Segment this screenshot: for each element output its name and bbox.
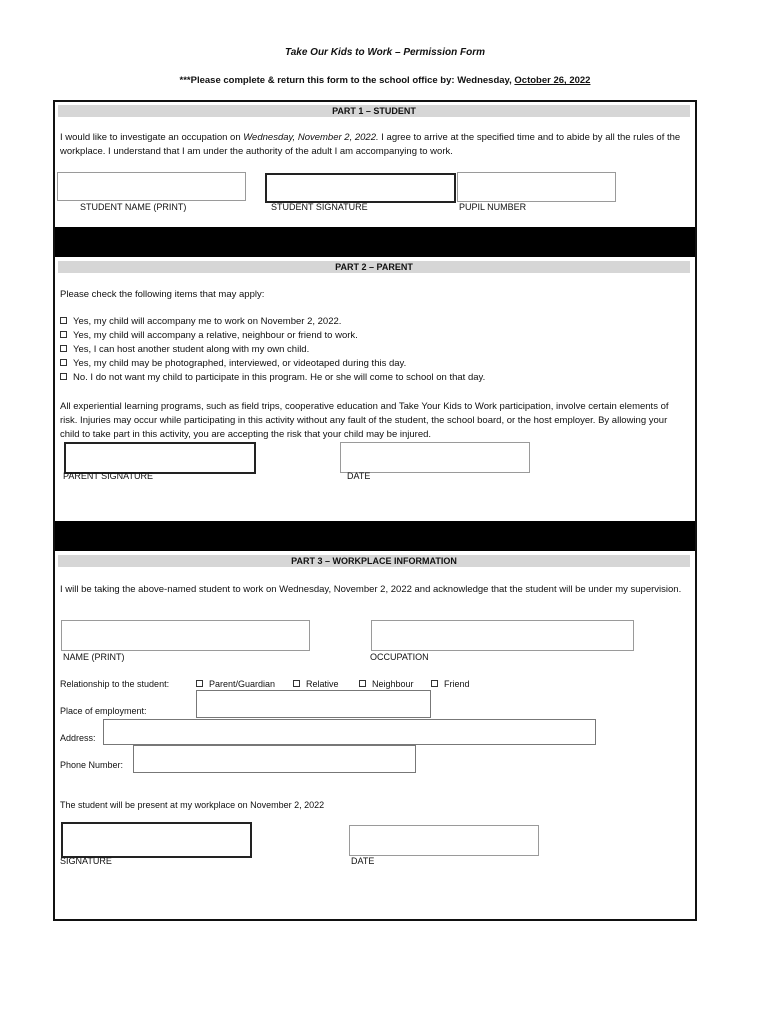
relationship-option[interactable] [359, 679, 414, 689]
part1-statement [60, 131, 690, 159]
checkbox[interactable] [196, 680, 203, 687]
student-signature-field[interactable] [265, 173, 456, 203]
phone-number-label: Phone Number: [60, 760, 124, 770]
option-row[interactable] [60, 343, 309, 357]
checkbox[interactable] [359, 680, 366, 687]
option-row[interactable] [60, 315, 341, 329]
parent-date-field[interactable] [340, 442, 530, 473]
relationship-option-label: Neighbour [372, 679, 414, 689]
option-label: Yes, my child will accompany me to work on November 2, 2022. [73, 316, 342, 327]
workplace-date-field[interactable] [349, 825, 539, 856]
relationship-option[interactable] [293, 679, 339, 689]
address-label: Address: [60, 733, 96, 743]
form-title: Take Our Kids to Work – Permission Form [284, 47, 486, 58]
checkbox[interactable] [60, 317, 67, 324]
part2-instruction: Please check the following items that may apply: [60, 289, 265, 300]
relationship-option[interactable] [431, 679, 470, 689]
part3-intro: I will be taking the above-named student to work on Wednesday, November 2, 2022 and acknowledge that the student will be under my supervision. [60, 584, 682, 595]
part1-heading: PART 1 – STUDENT [58, 105, 690, 117]
workplace-signature-label: SIGNATURE [60, 856, 112, 866]
relationship-label: Relationship to the student: [60, 679, 170, 689]
checkbox[interactable] [60, 345, 67, 352]
workplace-name-field[interactable] [61, 620, 310, 651]
part2-heading: PART 2 – PARENT [58, 261, 690, 273]
option-label: Yes, my child will accompany a relative, neighbour or friend to work. [73, 330, 358, 341]
option-label: Yes, my child may be photographed, interviewed, or videotaped during this day. [73, 358, 407, 369]
checkbox[interactable] [60, 359, 67, 366]
occupation-field[interactable] [371, 620, 634, 651]
deadline-prefix: ***Please complete & return this form to the school office by: Wednesday, [179, 75, 512, 86]
part1-text-date: Wednesday, November 2, 2022. [243, 132, 379, 143]
workplace-signature-field[interactable] [61, 822, 252, 858]
place-of-employment-label: Place of employment: [60, 706, 147, 716]
checkbox[interactable] [60, 373, 67, 380]
checkbox[interactable] [60, 331, 67, 338]
relationship-option-label: Friend [444, 679, 470, 689]
part1-text-b: I agree to arrive at the specified time and to abide by all the rules of the workplace. I understand that I am under the authority of the adult I am accompanying to work. [60, 132, 681, 157]
relationship-option-label: Relative [306, 679, 339, 689]
workplace-date-label: DATE [351, 856, 375, 866]
relationship-option-label: Parent/Guardian [209, 679, 276, 689]
student-name-field[interactable] [57, 172, 246, 201]
option-label: No. I do not want my child to participate in this program. He or she will come to school on that day. [73, 372, 486, 383]
section-divider-2 [55, 521, 695, 551]
option-row[interactable] [60, 371, 485, 385]
place-of-employment-field[interactable] [196, 690, 431, 718]
section-divider-1 [55, 227, 695, 257]
present-statement: The student will be present at my workplace on November 2, 2022 [60, 800, 325, 810]
workplace-name-label: NAME (PRINT) [63, 652, 125, 662]
parent-signature-label: PARENT SIGNATURE [63, 471, 154, 481]
relationship-option[interactable] [196, 679, 275, 689]
part3-heading: PART 3 – WORKPLACE INFORMATION [58, 555, 690, 567]
pupil-number-field[interactable] [457, 172, 616, 202]
option-row[interactable] [60, 329, 358, 343]
part1-text-a: I would like to investigate an occupation on [60, 132, 241, 143]
address-field[interactable] [103, 719, 596, 745]
student-name-label: STUDENT NAME (PRINT) [80, 202, 187, 212]
parent-signature-field[interactable] [64, 442, 256, 474]
parent-date-label: DATE [347, 471, 371, 481]
option-label: Yes, I can host another student along with my own child. [73, 344, 310, 355]
pupil-number-label: PUPIL NUMBER [459, 202, 527, 212]
checkbox[interactable] [293, 680, 300, 687]
checkbox[interactable] [431, 680, 438, 687]
occupation-label: OCCUPATION [370, 652, 429, 662]
student-signature-label: STUDENT SIGNATURE [271, 202, 368, 212]
option-row[interactable] [60, 357, 406, 371]
form-frame [53, 100, 697, 921]
risk-statement: All experiential learning programs, such as field trips, cooperative education and Take Your Kids to Work participation, involve certain elements of risk. Injuries may occur while participating in this activity without any fault of the student, the school board, or the host employer. By allowing your child to take part in this activity, you are accepting the risk that your child may be injured. [60, 401, 669, 440]
deadline-notice [0, 75, 770, 86]
phone-number-field[interactable] [133, 745, 416, 773]
deadline-date: October 26, 2022 [514, 75, 591, 86]
